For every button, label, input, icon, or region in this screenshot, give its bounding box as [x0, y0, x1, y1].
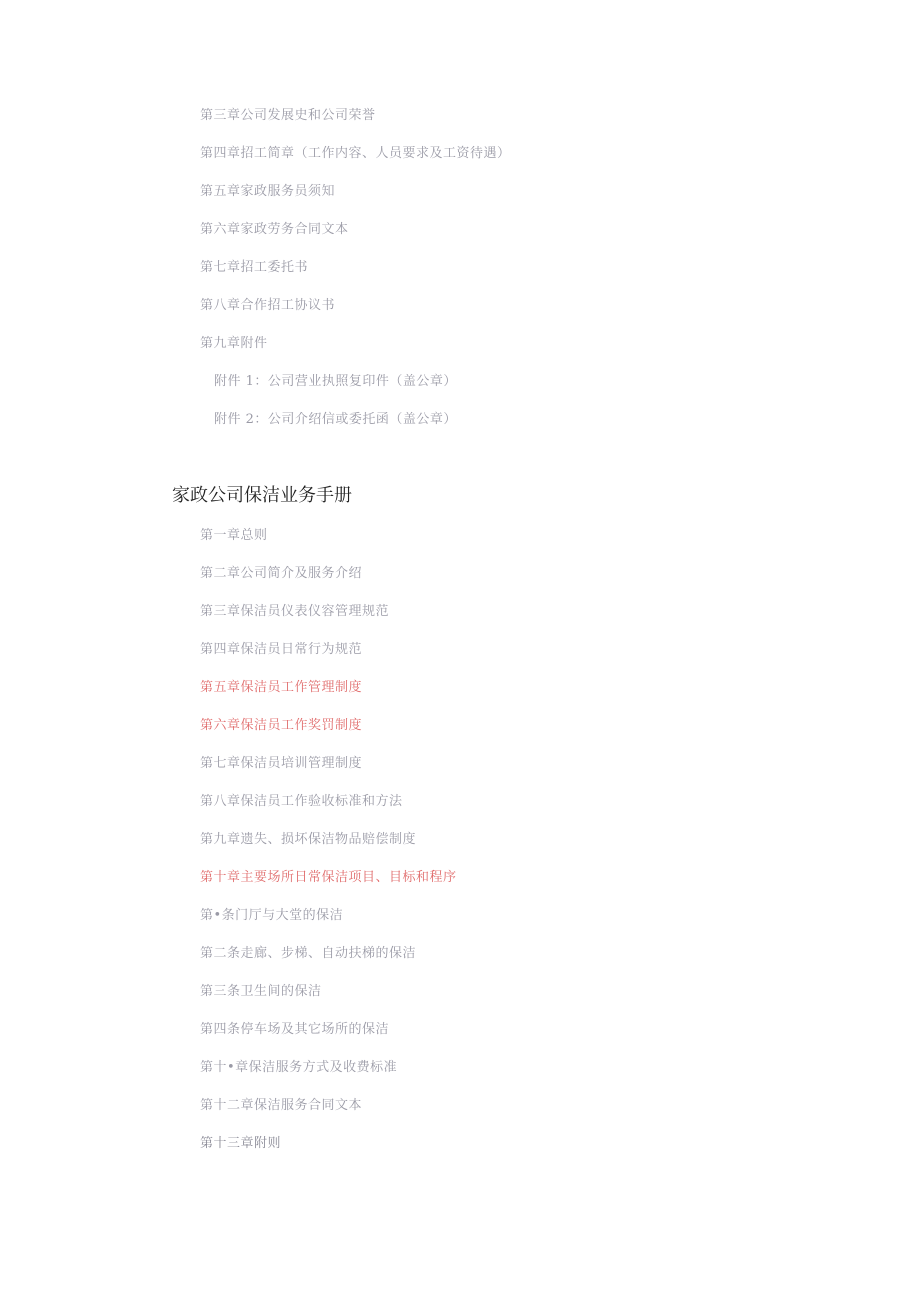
toc-item: 第八章保洁员工作验收标准和方法 [200, 794, 403, 809]
section-title: 家政公司保洁业务手册 [172, 485, 352, 506]
toc-item: 第三章保洁员仪表仪容管理规范 [200, 604, 390, 619]
toc-item: 第二章公司简介及服务介绍 [200, 566, 363, 581]
toc-item: 第•条门厅与大堂的保洁 [200, 908, 344, 923]
toc-list-second [200, 526, 457, 1172]
toc-item: 第十二章保洁服务合同文本 [200, 1098, 363, 1113]
toc-item: 第四章招工简章（工作内容、人员要求及工资待遇） [200, 146, 511, 161]
toc-item: 第四条停车场及其它场所的保洁 [200, 1022, 390, 1037]
toc-item: 第七章保洁员培训管理制度 [200, 756, 363, 771]
toc-item-highlighted: 第十章主要场所日常保洁项目、目标和程序 [200, 870, 457, 885]
toc-item: 第八章合作招工协议书 [200, 298, 336, 313]
toc-list-first [200, 106, 511, 448]
toc-item: 第九章遗失、损坏保洁物品赔偿制度 [200, 832, 417, 847]
toc-item: 第九章附件 [200, 336, 268, 351]
toc-item: 第三章公司发展史和公司荣誉 [200, 108, 376, 123]
toc-subitem: 附件 2：公司介绍信或委托函（盖公章） [214, 412, 457, 427]
toc-item-highlighted: 第六章保洁员工作奖罚制度 [200, 718, 363, 733]
toc-item: 第三条卫生间的保洁 [200, 984, 322, 999]
toc-item: 第五章家政服务员须知 [200, 184, 336, 199]
toc-subitem: 附件 1：公司营业执照复印件（盖公章） [214, 374, 457, 389]
toc-item: 第六章家政劳务合同文本 [200, 222, 349, 237]
toc-item-highlighted: 第五章保洁员工作管理制度 [200, 680, 363, 695]
toc-item: 第十•章保洁服务方式及收费标准 [200, 1060, 398, 1075]
toc-item: 第十三章附则 [200, 1136, 282, 1151]
toc-item: 第七章招工委托书 [200, 260, 309, 275]
toc-item: 第一章总则 [200, 528, 268, 543]
toc-item: 第四章保洁员日常行为规范 [200, 642, 363, 657]
toc-item: 第二条走廊、步梯、自动扶梯的保洁 [200, 946, 417, 961]
